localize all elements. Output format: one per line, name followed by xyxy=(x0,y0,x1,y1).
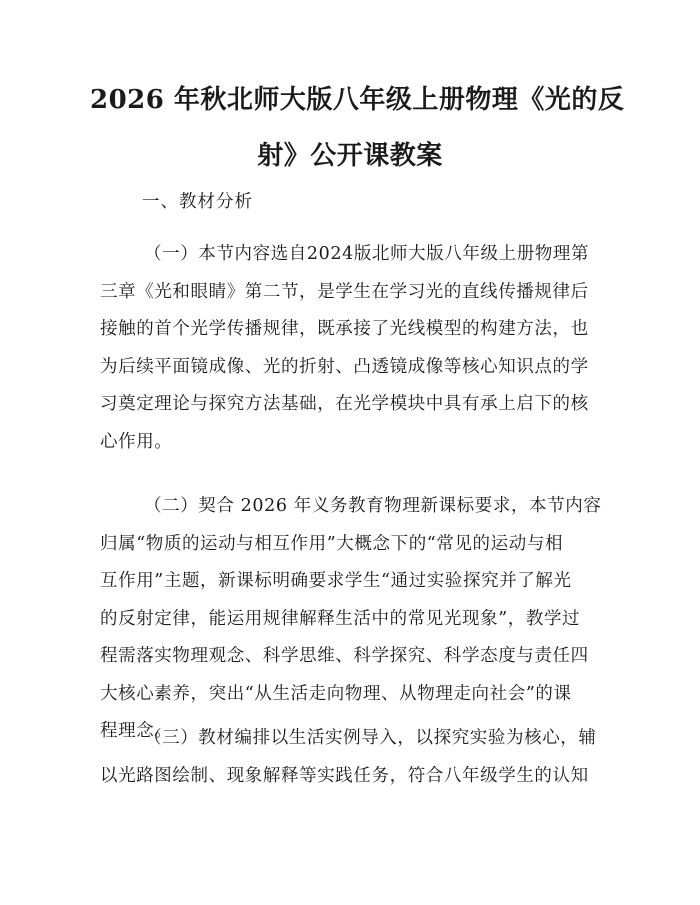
paragraph-line: 为后续平面镜成像、光的折射、凸透镜成像等核心知识点的学 xyxy=(100,356,589,377)
paragraph-line: 归属“物质的运动与相互作用”大概念下的“常见的运动与相 xyxy=(100,533,564,554)
paragraph-line: （二）契合 2026 年义务教育物理新课标要求，本节内容 xyxy=(144,496,602,516)
paragraph-line: 以光路图绘制、现象解释等实践任务，符合八年级学生的认知 xyxy=(100,765,589,786)
paragraph-line: 程理念。 xyxy=(100,721,173,741)
paragraph-line: 心作用。 xyxy=(100,431,173,452)
paragraph-line: 大核心素养，突出“从生活走向物理、从物理走向社会”的课 xyxy=(100,683,572,704)
title-line-2: 射》公开课教案 xyxy=(257,141,443,171)
section-heading: 一、教材分析 xyxy=(142,192,253,212)
paragraph-line: （一）本节内容选自2024版北师大版八年级上册物理第 xyxy=(144,244,590,264)
paragraph-2 xyxy=(100,488,610,751)
paragraph-line: 程需落实物理观念、科学思维、科学探究、科学态度与责任四 xyxy=(100,646,589,666)
paragraph-line: 接触的首个光学传播规律，既承接了光线模型的构建方法，也 xyxy=(100,319,589,339)
paragraph-line: （三）教材编排以生活实例导入，以探究实验为核心，辅 xyxy=(144,728,597,748)
paragraph-line: 习奠定理论与探究方法基础，在光学模块中具有承上启下的核 xyxy=(100,394,589,414)
paragraph-1 xyxy=(100,236,610,461)
paragraph-3 xyxy=(100,720,610,795)
document-title xyxy=(90,72,625,184)
title-line-1: 2026 年秋北师大版八年级上册物理《光的反 xyxy=(90,85,625,115)
paragraph-line: 三章《光和眼睛》第二节，是学生在学习光的直线传播规律后 xyxy=(100,281,589,302)
paragraph-line: 互作用”主题，新课标明确要求学生“通过实验探究并了解光 xyxy=(100,571,572,591)
paragraph-line: 的反射定律，能运用规律解释生活中的常见光现象”，教学过 xyxy=(100,608,581,629)
